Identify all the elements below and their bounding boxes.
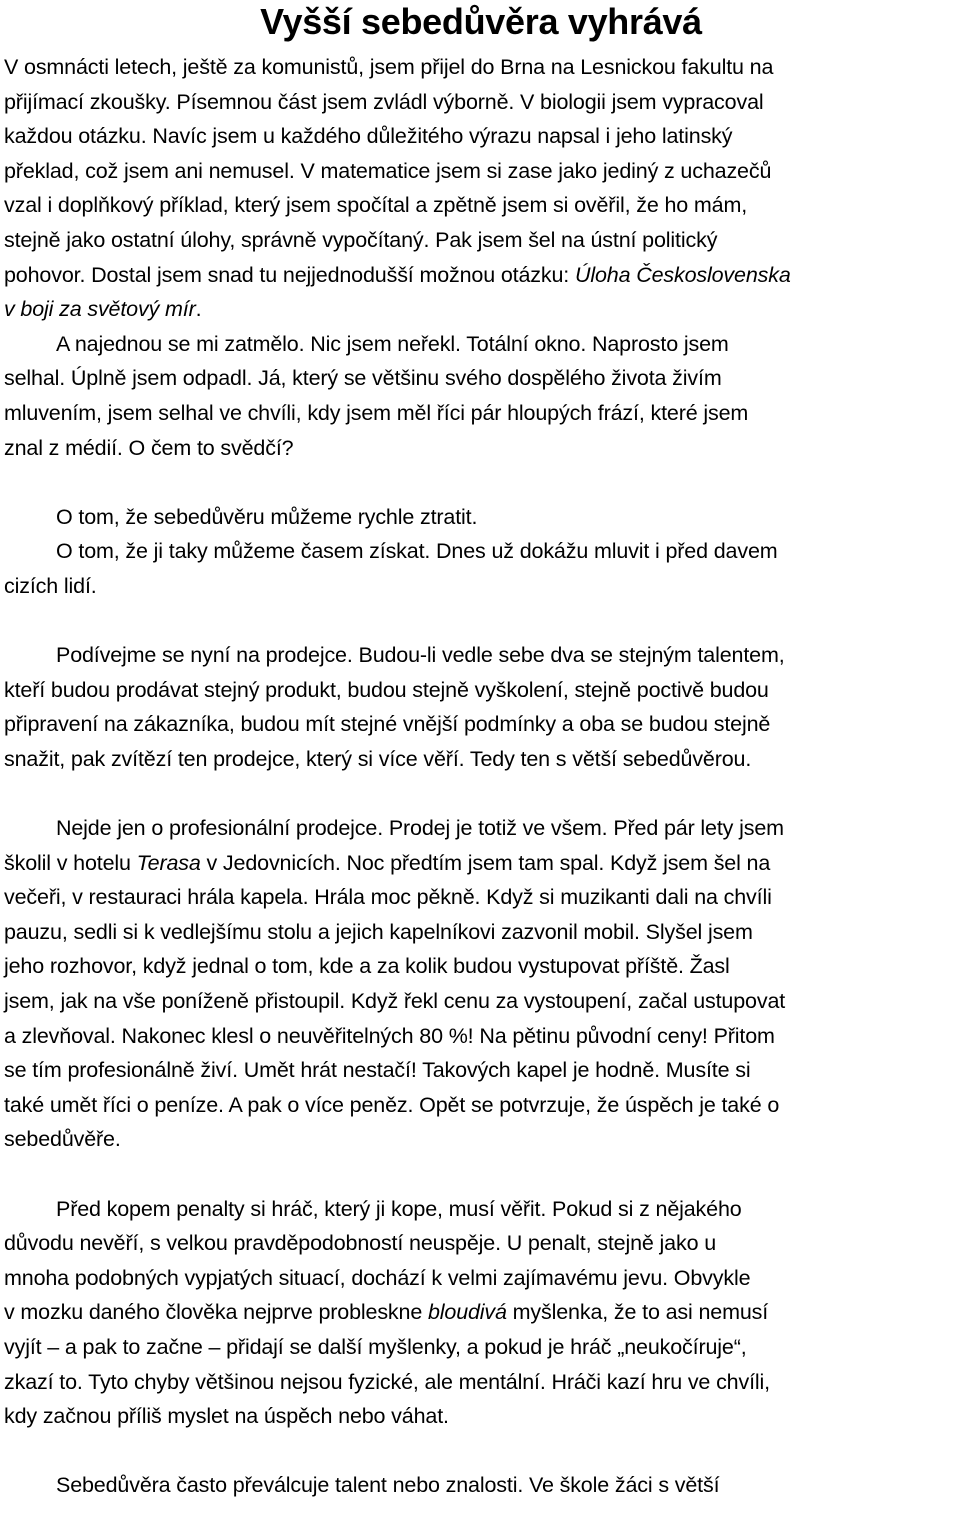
- text-line: překlad, což jsem ani nemusel. V matematice jsem si zase jako jediný z uchazečů: [4, 158, 772, 183]
- italic-hotel-name: Terasa: [136, 850, 201, 875]
- text-line: znal z médií. O čem to svědčí?: [4, 435, 294, 460]
- text-line: vyjít – a pak to začne – přidají se další myšlenky, a pokud je hráč „neukočíruje“,: [4, 1334, 747, 1359]
- text-line: se tím profesionálně živí. Umět hrát nestačí! Takových kapel je hodně. Musíte si: [4, 1058, 751, 1083]
- text-line: [4, 846, 958, 881]
- text-line: mluvením, jsem selhal ve chvíli, kdy jsem měl říci pár hloupých frází, které jsem: [4, 400, 749, 425]
- paragraph-1: [4, 50, 958, 327]
- paragraph-6: [4, 1192, 958, 1434]
- paragraph-gap: [4, 1157, 958, 1192]
- text-line: jeho rozhovor, když jednal o tom, kde a za kolik budou vystupovat příště. Žasl: [4, 954, 730, 979]
- paragraph-5: [4, 811, 958, 1157]
- text-line: a zlevňoval. Nakonec klesl o neuvěřitelných 80 %! Na pětinu původní ceny! Přitom: [4, 1023, 775, 1048]
- paragraph-gap: [4, 465, 958, 500]
- text-line: přijímací zkoušky. Písemnou část jsem zvládl výborně. V biologii jsem vypracoval: [4, 89, 764, 114]
- text-line: důvodu nevěří, s velkou pravděpodobností neuspěje. U penalt, stejně jako u: [4, 1231, 717, 1256]
- text-line: O tom, že ji taky můžeme časem získat. Dnes už dokážu mluvit i před davem: [56, 539, 778, 564]
- text-line: kdy začnou příliš myslet na úspěch nebo váhat.: [4, 1404, 449, 1429]
- text-line: mnoha podobných vypjatých situací, dochází k velmi zajímavému jevu. Obvykle: [4, 1265, 751, 1290]
- document-title: Vyšší sebedůvěra vyhrává: [260, 1, 702, 42]
- text-line: stejně jako ostatní úlohy, správně vypočítaný. Pak jsem šel na ústní politický: [4, 227, 718, 252]
- text-line: Sebedůvěra často převálcuje talent nebo znalosti. Ve škole žáci s větší: [56, 1473, 720, 1498]
- text-run: v Jedovnicích. Noc předtím jsem tam spal. Když jsem šel na: [200, 850, 771, 875]
- text-line: kteří budou prodávat stejný produkt, budou stejně vyškolení, stejně poctivě budou: [4, 677, 769, 702]
- text-run: myšlenka, že to asi nemusí: [506, 1300, 769, 1325]
- text-line: [4, 258, 958, 293]
- paragraph-7: [4, 1468, 958, 1503]
- paragraph-gap: [4, 604, 958, 639]
- paragraph-2: [4, 327, 958, 465]
- text-line: selhal. Úplně jsem odpadl. Já, který se většinu svého dospělého života živím: [4, 366, 722, 391]
- text-line: snažit, pak zvítězí ten prodejce, který si více věří. Tedy ten s větší sebedůvěrou.: [4, 746, 752, 771]
- text-run: v mozku daného člověka nejprve probleskne: [4, 1300, 428, 1325]
- paragraph-3: [4, 500, 958, 604]
- text-line: O tom, že sebedůvěru můžeme rychle ztratit.: [56, 504, 478, 529]
- text-line: Před kopem penalty si hráč, který ji kope, musí věřit. Pokud si z nějakého: [56, 1196, 742, 1221]
- text-line: také umět říci o peníze. A pak o více peněz. Opět se potvrzuje, že úspěch je také o: [4, 1092, 780, 1117]
- text-line: pauzu, sedli si k vedlejšímu stolu a jejich kapelníkovi zazvonil mobil. Slyšel jsem: [4, 919, 753, 944]
- italic-quote: v boji za světový mír: [4, 297, 196, 322]
- text-line: [4, 292, 958, 327]
- text-line: V osmnácti letech, ještě za komunistů, jsem přijel do Brna na Lesnickou fakultu na: [4, 55, 774, 79]
- text-run: .: [195, 297, 202, 322]
- text-line: [4, 1295, 958, 1330]
- text-line: Nejde jen o profesionální prodejce. Prodej je totiž ve všem. Před pár lety jsem: [56, 816, 784, 841]
- text-line: jsem, jak na vše poníženě přistoupil. Když řekl cenu za vystoupení, začal ustupovat: [4, 989, 786, 1014]
- italic-word: bloudivá: [427, 1300, 507, 1325]
- text-run: pohovor. Dostal jsem snad tu nejjednodušší možnou otázku:: [4, 262, 575, 287]
- text-line: Podívejme se nyní na prodejce. Budou-li vedle sebe dva se stejným talentem,: [56, 643, 785, 668]
- text-line: A najednou se mi zatmělo. Nic jsem neřekl. Totální okno. Naprosto jsem: [56, 331, 729, 356]
- text-line: každou otázku. Navíc jsem u každého důležitého výrazu napsal i jeho latinský: [4, 124, 733, 149]
- text-line: vzal i doplňkový příklad, který jsem spočítal a zpětně jsem si ověřil, že ho mám,: [4, 193, 748, 218]
- text-line: zkazí to. Tyto chyby většinou nejsou fyzické, ale mentální. Hráči kazí hru ve chvíli,: [4, 1369, 770, 1394]
- text-line: cizích lidí.: [4, 573, 97, 598]
- text-line: připravení na zákazníka, budou mít stejné vnější podmínky a oba se budou stejně: [4, 712, 771, 737]
- paragraph-4: [4, 638, 958, 776]
- text-line: sebedůvěře.: [4, 1127, 121, 1152]
- text-run: školil v hotelu: [4, 850, 137, 875]
- text-line: večeři, v restauraci hrála kapela. Hrála moc pěkně. Když si muzikanti dali na chvíli: [4, 885, 772, 910]
- paragraph-gap: [4, 1434, 958, 1469]
- document-page: [4, 0, 958, 1503]
- paragraph-gap: [4, 776, 958, 811]
- italic-quote: Úloha Československa: [574, 262, 791, 287]
